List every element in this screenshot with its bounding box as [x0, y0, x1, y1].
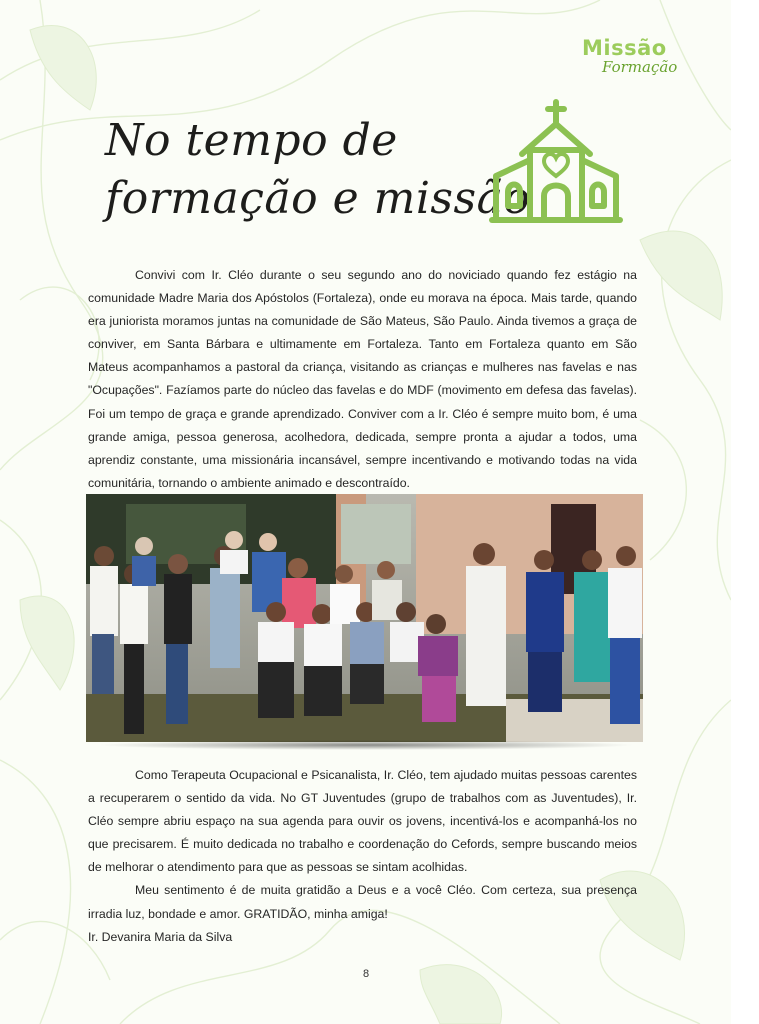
- title-line-1: No tempo de: [105, 115, 398, 166]
- paragraph: Convivi com Ir. Cléo durante o seu segundo ano do noviciado quando fez estágio na comunidade Madre Maria dos Apóstolos (Fortaleza), onde eu morava na época. Mais tarde, quando era juniorista moramos juntas na comunidade de São Mateus, São Paulo. Ainda tivemos a graça de conviver, em Santa Bárbara e ultimamente em Fortaleza. Tanto em Fortaleza quanto em São Mateus acompanhamos a pastoral da criança, visitando as crianças e mulheres nas favelas e nas "Ocupações". Fazíamos parte do núcleo das favelas e do MDF (movimento em defesa das favelas). Foi um tempo de graça e grande aprendizado. Conviver com a Ir. Cléo é sempre muito bom, é uma grande amiga, pessoa generosa, acolhedora, dedicada, sempre pronta a ajudar a todos, uma aprendiz constante, uma missionária incansável, sempre incentivando e motivando todas na vida comunitária, tornando o ambiente animado e descontraído.: [88, 268, 637, 490]
- page-number: 8: [362, 968, 370, 980]
- group-photo: [86, 494, 643, 742]
- photo-shadow: [96, 740, 636, 750]
- brand-main-text: Missão: [582, 36, 667, 60]
- page-margin: [731, 0, 759, 1024]
- paragraph: Meu sentimento é de muita gratidão a Deus e a você Cléo. Com certeza, sua presença irradia luz, bondade e amor. GRATIDÃO, minha amiga!: [88, 883, 637, 921]
- page-title: [105, 112, 531, 228]
- title-line-2: formação e missão: [105, 173, 531, 224]
- paragraph: Como Terapeuta Ocupacional e Psicanalista, Ir. Cléo, tem ajudado muitas pessoas carentes a recuperarem o sentido da vida. No GT Juventudes (grupo de trabalhos com as Juventudes), Ir. Cléo sempre abriu espaço na sua agenda para ouvir os jovens, incentivá-los e acompanhá-los no que precisarem. É muito dedicada no trabalho e coordenação do Cefords, sempre buscando meios de melhorar o atendimento para que as pessoas se sintam acolhidas.: [88, 768, 637, 875]
- brand-sub-text: Formação: [602, 58, 678, 76]
- group-photo-illustration: [86, 494, 643, 742]
- article-text-bottom: [88, 764, 637, 949]
- article-text-top: [88, 264, 637, 495]
- church-icon: [488, 96, 624, 226]
- brand-logo: [582, 36, 682, 82]
- signature: Ir. Devanira Maria da Silva: [88, 929, 233, 944]
